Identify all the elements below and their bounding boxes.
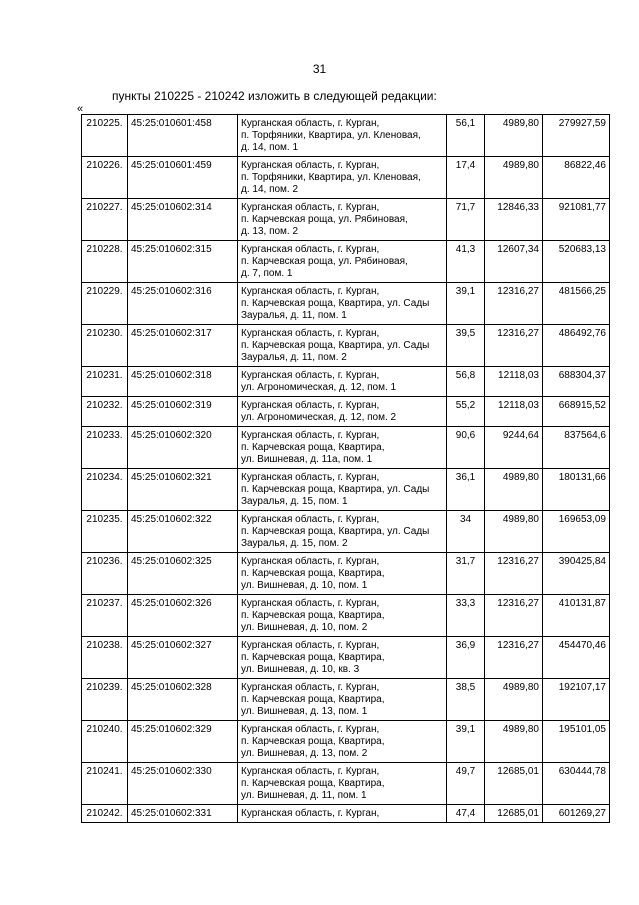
- address-line: ул. Вишневая, д. 11, пом. 1: [241, 790, 367, 801]
- cadastral-number-cell: 45:25:010602:322: [128, 511, 238, 553]
- table-row: [82, 553, 610, 595]
- address-line: Курганская область, г. Курган,: [241, 808, 380, 819]
- address-cell: [238, 241, 447, 283]
- area-cell: 90,6: [447, 427, 485, 469]
- cadastral-number-cell: 45:25:010602:326: [128, 595, 238, 637]
- address-line: Курганская область, г. Курган,: [241, 328, 380, 339]
- intro-text: пункты 210225 - 210242 изложить в следующей редакции:: [112, 89, 437, 103]
- address-cell: [238, 283, 447, 325]
- address-line: Курганская область, г. Курган,: [241, 160, 380, 171]
- item-number-cell: 210227.: [82, 199, 128, 241]
- cadastral-value-cell: 688304,37: [543, 367, 610, 397]
- cadastral-number-cell: 45:25:010602:320: [128, 427, 238, 469]
- specific-value-cell: 4989,80: [485, 469, 543, 511]
- item-number-cell: 210229.: [82, 283, 128, 325]
- address-line: Курганская область, г. Курган,: [241, 400, 380, 411]
- table-row: [82, 325, 610, 367]
- address-line: п. Карчевская роща, Квартира, ул. Сады: [241, 340, 430, 351]
- address-cell: [238, 805, 447, 823]
- item-number-cell: 210236.: [82, 553, 128, 595]
- specific-value-cell: 4989,80: [485, 679, 543, 721]
- address-line: п. Карчевская роща, Квартира,: [241, 694, 385, 705]
- table-row: [82, 595, 610, 637]
- cadastral-number-cell: 45:25:010602:314: [128, 199, 238, 241]
- cadastral-value-cell: 921081,77: [543, 199, 610, 241]
- table-row: [82, 397, 610, 427]
- specific-value-cell: 12316,27: [485, 553, 543, 595]
- area-cell: 39,5: [447, 325, 485, 367]
- address-line: Курганская область, г. Курган,: [241, 430, 380, 441]
- area-cell: 39,1: [447, 283, 485, 325]
- item-number-cell: 210231.: [82, 367, 128, 397]
- property-registry-table: [81, 114, 610, 823]
- specific-value-cell: 12316,27: [485, 325, 543, 367]
- specific-value-cell: 12118,03: [485, 397, 543, 427]
- specific-value-cell: 12118,03: [485, 367, 543, 397]
- address-line: Курганская область, г. Курган,: [241, 202, 380, 213]
- address-cell: [238, 325, 447, 367]
- address-line: п. Карчевская роща, Квартира,: [241, 610, 385, 621]
- address-line: п. Торфяники, Квартира, ул. Кленовая,: [241, 130, 421, 141]
- cadastral-number-cell: 45:25:010602:330: [128, 763, 238, 805]
- address-line: д. 13, пом. 2: [241, 226, 299, 237]
- cadastral-value-cell: 279927,59: [543, 115, 610, 157]
- area-cell: 38,5: [447, 679, 485, 721]
- table-row: [82, 721, 610, 763]
- address-line: Зауралья, д. 11, пом. 1: [241, 310, 347, 321]
- address-line: п. Карчевская роща, Квартира,: [241, 778, 385, 789]
- address-line: п. Карчевская роща, Квартира,: [241, 736, 385, 747]
- address-cell: [238, 595, 447, 637]
- specific-value-cell: 12846,33: [485, 199, 543, 241]
- address-line: Курганская область, г. Курган,: [241, 766, 380, 777]
- address-line: Зауралья, д. 11, пом. 2: [241, 352, 347, 363]
- cadastral-number-cell: 45:25:010602:319: [128, 397, 238, 427]
- cadastral-number-cell: 45:25:010602:321: [128, 469, 238, 511]
- item-number-cell: 210235.: [82, 511, 128, 553]
- address-line: п. Карчевская роща, Квартира, ул. Сады: [241, 526, 430, 537]
- table-row: [82, 427, 610, 469]
- cadastral-value-cell: 169653,09: [543, 511, 610, 553]
- table-row: [82, 367, 610, 397]
- table-row: [82, 469, 610, 511]
- address-cell: [238, 397, 447, 427]
- cadastral-number-cell: 45:25:010601:458: [128, 115, 238, 157]
- area-cell: 56,8: [447, 367, 485, 397]
- address-line: д. 14, пом. 1: [241, 142, 299, 153]
- address-line: ул. Вишневая, д. 10, пом. 1: [241, 580, 368, 591]
- cadastral-value-cell: 390425,84: [543, 553, 610, 595]
- address-line: ул. Вишневая, д. 10, пом. 2: [241, 622, 368, 633]
- area-cell: 71,7: [447, 199, 485, 241]
- table-row: [82, 115, 610, 157]
- area-cell: 39,1: [447, 721, 485, 763]
- address-line: Курганская область, г. Курган,: [241, 514, 380, 525]
- address-line: д. 14, пом. 2: [241, 184, 299, 195]
- address-cell: [238, 469, 447, 511]
- item-number-cell: 210232.: [82, 397, 128, 427]
- area-cell: 33,3: [447, 595, 485, 637]
- item-number-cell: 210240.: [82, 721, 128, 763]
- table-row: [82, 805, 610, 823]
- table-row: [82, 679, 610, 721]
- cadastral-number-cell: 45:25:010602:315: [128, 241, 238, 283]
- address-line: Курганская область, г. Курган,: [241, 682, 380, 693]
- address-line: Курганская область, г. Курган,: [241, 370, 380, 381]
- specific-value-cell: 12316,27: [485, 637, 543, 679]
- cadastral-number-cell: 45:25:010602:316: [128, 283, 238, 325]
- cadastral-value-cell: 601269,27: [543, 805, 610, 823]
- table-row: [82, 157, 610, 199]
- specific-value-cell: 12607,34: [485, 241, 543, 283]
- cadastral-value-cell: 668915,52: [543, 397, 610, 427]
- cadastral-number-cell: 45:25:010602:327: [128, 637, 238, 679]
- address-cell: [238, 199, 447, 241]
- area-cell: 56,1: [447, 115, 485, 157]
- area-cell: 41,3: [447, 241, 485, 283]
- address-cell: [238, 553, 447, 595]
- address-line: п. Карчевская роща, Квартира, ул. Сады: [241, 484, 430, 495]
- cadastral-value-cell: 86822,46: [543, 157, 610, 199]
- address-cell: [238, 721, 447, 763]
- address-cell: [238, 427, 447, 469]
- address-line: п. Карчевская роща, ул. Рябиновая,: [241, 214, 408, 225]
- cadastral-value-cell: 481566,25: [543, 283, 610, 325]
- specific-value-cell: 12316,27: [485, 595, 543, 637]
- table-row: [82, 199, 610, 241]
- cadastral-value-cell: 630444,78: [543, 763, 610, 805]
- table-row: [82, 241, 610, 283]
- item-number-cell: 210233.: [82, 427, 128, 469]
- address-cell: [238, 367, 447, 397]
- specific-value-cell: 4989,80: [485, 157, 543, 199]
- registry-body: [82, 115, 610, 823]
- address-line: Курганская область, г. Курган,: [241, 472, 380, 483]
- specific-value-cell: 4989,80: [485, 721, 543, 763]
- address-line: Курганская область, г. Курган,: [241, 724, 380, 735]
- address-line: Курганская область, г. Курган,: [241, 118, 380, 129]
- address-line: ул. Агрономическая, д. 12, пом. 2: [241, 412, 397, 423]
- area-cell: 31,7: [447, 553, 485, 595]
- address-line: Курганская область, г. Курган,: [241, 598, 380, 609]
- item-number-cell: 210241.: [82, 763, 128, 805]
- address-line: Зауралья, д. 15, пом. 1: [241, 496, 348, 507]
- specific-value-cell: 12685,01: [485, 763, 543, 805]
- cadastral-number-cell: 45:25:010602:318: [128, 367, 238, 397]
- cadastral-value-cell: 520683,13: [543, 241, 610, 283]
- area-cell: 47,4: [447, 805, 485, 823]
- address-line: Курганская область, г. Курган,: [241, 244, 380, 255]
- cadastral-number-cell: 45:25:010602:329: [128, 721, 238, 763]
- cadastral-number-cell: 45:25:010602:331: [128, 805, 238, 823]
- item-number-cell: 210242.: [82, 805, 128, 823]
- area-cell: 34: [447, 511, 485, 553]
- item-number-cell: 210226.: [82, 157, 128, 199]
- item-number-cell: 210228.: [82, 241, 128, 283]
- cadastral-value-cell: 454470,46: [543, 637, 610, 679]
- specific-value-cell: 12685,01: [485, 805, 543, 823]
- address-cell: [238, 511, 447, 553]
- area-cell: 55,2: [447, 397, 485, 427]
- address-line: Курганская область, г. Курган,: [241, 286, 380, 297]
- address-line: п. Карчевская роща, Квартира,: [241, 442, 385, 453]
- cadastral-value-cell: 192107,17: [543, 679, 610, 721]
- address-line: п. Карчевская роща, ул. Рябиновая,: [241, 256, 408, 267]
- item-number-cell: 210225.: [82, 115, 128, 157]
- cadastral-number-cell: 45:25:010602:317: [128, 325, 238, 367]
- item-number-cell: 210230.: [82, 325, 128, 367]
- address-line: ул. Вишневая, д. 13, пом. 1: [241, 706, 368, 717]
- cadastral-value-cell: 180131,66: [543, 469, 610, 511]
- opening-quote-mark: «: [77, 103, 84, 115]
- area-cell: 36,1: [447, 469, 485, 511]
- table-row: [82, 637, 610, 679]
- area-cell: 49,7: [447, 763, 485, 805]
- address-line: Зауралья, д. 15, пом. 2: [241, 538, 348, 549]
- cadastral-number-cell: 45:25:010601:459: [128, 157, 238, 199]
- cadastral-number-cell: 45:25:010602:325: [128, 553, 238, 595]
- address-cell: [238, 763, 447, 805]
- item-number-cell: 210234.: [82, 469, 128, 511]
- address-line: п. Карчевская роща, Квартира,: [241, 568, 385, 579]
- area-cell: 17,4: [447, 157, 485, 199]
- item-number-cell: 210238.: [82, 637, 128, 679]
- table-row: [82, 283, 610, 325]
- specific-value-cell: 4989,80: [485, 115, 543, 157]
- address-line: п. Торфяники, Квартира, ул. Кленовая,: [241, 172, 421, 183]
- address-line: ул. Вишневая, д. 10, кв. 3: [241, 664, 360, 675]
- item-number-cell: 210237.: [82, 595, 128, 637]
- table-row: [82, 511, 610, 553]
- address-line: ул. Вишневая, д. 11а, пом. 1: [241, 454, 373, 465]
- cadastral-value-cell: 195101,05: [543, 721, 610, 763]
- item-number-cell: 210239.: [82, 679, 128, 721]
- address-line: ул. Агрономическая, д. 12, пом. 1: [241, 382, 397, 393]
- page-number: 31: [312, 62, 327, 76]
- address-line: Курганская область, г. Курган,: [241, 556, 380, 567]
- cadastral-value-cell: 486492,76: [543, 325, 610, 367]
- cadastral-value-cell: 837564,6: [543, 427, 610, 469]
- address-cell: [238, 679, 447, 721]
- address-line: Курганская область, г. Курган,: [241, 640, 380, 651]
- address-line: п. Карчевская роща, Квартира, ул. Сады: [241, 298, 430, 309]
- address-cell: [238, 157, 447, 199]
- address-line: ул. Вишневая, д. 13, пом. 2: [241, 748, 368, 759]
- address-line: д. 7, пом. 1: [241, 268, 293, 279]
- address-cell: [238, 115, 447, 157]
- address-line: п. Карчевская роща, Квартира,: [241, 652, 385, 663]
- specific-value-cell: 12316,27: [485, 283, 543, 325]
- specific-value-cell: 9244,64: [485, 427, 543, 469]
- cadastral-number-cell: 45:25:010602:328: [128, 679, 238, 721]
- area-cell: 36,9: [447, 637, 485, 679]
- address-cell: [238, 637, 447, 679]
- cadastral-value-cell: 410131,87: [543, 595, 610, 637]
- table-row: [82, 763, 610, 805]
- specific-value-cell: 4989,80: [485, 511, 543, 553]
